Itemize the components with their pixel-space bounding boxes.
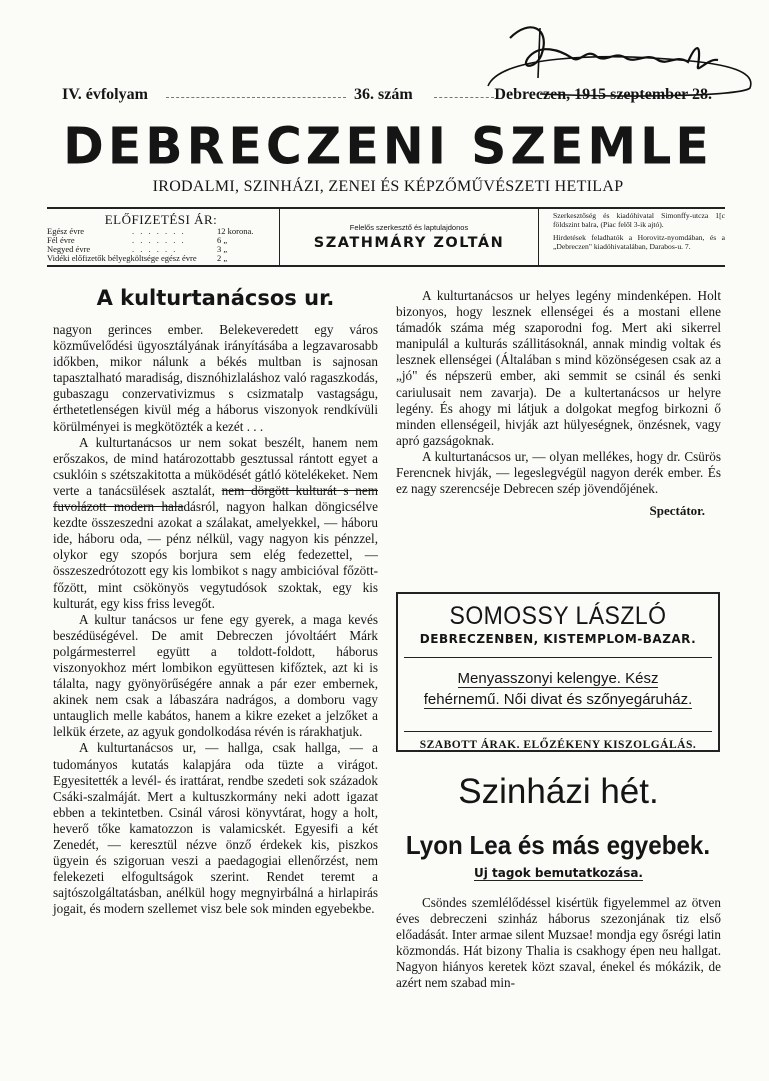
ad-location: DEBRECZENBEN, KISTEMPLOM-BAZAR. bbox=[404, 632, 712, 658]
article-paragraph: A kulturtanácsos ur nem sokat beszélt, hanem nem erőszakos, de mind határozottabb gesztussal rántott egyet a csuklóin s szétszakitotta a müködését gátló kötelékeket. Nem verte a tanácsülések asztalát, nem dörgött kulturát s nem fuvolázott modern haladásról, nagyon halkan döngicsélve kezdte összeszedni azokat a szálakat, amelyekkel, — háboru ide, háboru oda, — pénz nélkül, vagy nagyon kis pénzzel, olykor egy szopós borjura sem elég fedezettel, — összeszedrótozott egy kis lombikot s nagy ambicióval főzött-főzött, mint csökönyös vegytudósok szoktak, egy kis kulturát, egy kiss friss levegőt. bbox=[53, 434, 379, 611]
subscription-row: Egész évre . . . . . . . 12 korona. bbox=[47, 226, 254, 236]
ad-slogan: SZABOTT ÁRAK. ELŐZÉKENY KISZOLGÁLÁS. bbox=[419, 739, 697, 751]
advertising-info: Hirdetések feladhatók a Horovitz-nyomdában, és a „Debreczen" kiadóhivatalában, Darabos-u. 7. bbox=[553, 233, 725, 251]
handwritten-signature bbox=[480, 8, 760, 98]
article-paragraph: A kulturtanácsos ur helyes legény mindenképen. Holt bizonyos, hogy lesznek ellenségei és a mostani ellene támadók száma még szaporodni fog. Mert aki sikerrel manipulál a kulturás szállitásoknál, annak mindig voltak és lesznek ellenségei (Általában s mind közönségesen csak az a „jó" és népszerü ember, aki semmit se csinál és senki cariulusait nem zavarja). De a kultertanácsos ur helyre legény. És ahogy mi látjuk a dolgokat megfog birkozni ő minden ellenségeil, hivják azt hülyeségnek, önzésnek, vagy apró gazságoknak. bbox=[396, 288, 721, 448]
office-address: Szerkesztőség és kiadóhivatal Simonffy-utcza 1[c földszint balra, (Piac felől 3-ik ajtó). bbox=[553, 211, 725, 229]
article-column-left bbox=[53, 288, 378, 1008]
place-date: Debreczen, 1915 szeptember 28. bbox=[494, 86, 712, 103]
editor-name: SZATHMÁRY ZOLTÁN bbox=[313, 235, 505, 251]
dotted-rule bbox=[166, 97, 346, 98]
subscription-prices bbox=[47, 209, 275, 265]
article-paragraph: Csöndes szemlélődéssel kisértük figyelemmel az ötven éves debreczeni szinház háborus szezonjának tiz első előadását. Inter armae silent Muzsae! mondja egy ősrégi latin közmondás. Hát bizony Thalia is csakhogy épen neu hallgat. Nagyon hiányos keretek közt szaval, énekel és mókázik, de azért nem szabad min- bbox=[396, 895, 721, 991]
issue-number: 36. szám bbox=[354, 86, 413, 103]
advertisement bbox=[396, 592, 720, 752]
article-paragraph: A kulturtanácsos ur, — olyan mellékes, hogy dr. Csürös Ferencnek hivják, — legeslegvégül nagyon derék ember. És ez nagy szerencséje Debrecen szép jövendőjének. bbox=[396, 448, 721, 497]
subscription-row: Fél évre . . . . . . . 6 „ bbox=[47, 235, 228, 245]
newspaper-title: DEBRECZENI SZEMLE bbox=[63, 116, 713, 177]
editor-box bbox=[279, 209, 539, 265]
theater-section-heading: Szinházi hét. bbox=[458, 772, 659, 811]
ad-goods: Menyasszonyi kelengye. Kész fehérnemű. Női divat és szőnyegáruház. bbox=[404, 658, 712, 732]
info-box bbox=[47, 207, 725, 267]
issue-line bbox=[62, 86, 712, 108]
theater-article-title: Lyon Lea és más egyebek. bbox=[405, 830, 711, 860]
article-paragraph: A kultur tanácsos ur fene egy gyerek, a maga kevés beszédüségével. De amit Debreczen jóvoltáért Márk polgármesterrel együtt a toldott-foldott, háborus viszonyokhoz mért lombikon együttesen kifőztek, azt ki is tálalta, nagy gyönyörűségére annak a pár ezer embernek, akinek nem csak a lábaszára nadrágos, a domboru vagy untauglich melle kabátos, hanem a kikre ezeket a jelzőket a lelkük érzete, az agyuk gondolkodása révén is rárakhatjuk. bbox=[53, 611, 378, 740]
article-title: A kulturtanácsos ur. bbox=[96, 286, 335, 310]
article-paragraph: nagyon gerinces ember. Belekeveredett egy város közművelődési ügyosztályának irányításába a legzavarosabb időkben, mikor nálunk a békés multban is sajnosan tapasztalható maradiság, disznóhizlaláshoz való ragaszkodás, gubaszagu conzervativizmus s csizmatalp vastagságu, érthetetlenségen kivül még a háborus viszonyok rendkívüli körülményei is megkötözték a kezét . . . bbox=[53, 322, 378, 434]
subscription-row: Vidéki előfizetők bélyegköltsége egész évre 2 „ bbox=[47, 253, 228, 263]
volume-label: IV. évfolyam bbox=[62, 86, 148, 103]
subscription-heading: ELŐFIZETÉSI ÁR: bbox=[104, 212, 218, 227]
ad-company-name: SOMOSSY LÁSZLÓ bbox=[449, 602, 667, 630]
article-signature: Spectátor. bbox=[649, 503, 705, 519]
theater-article-subtitle: Uj tagok bemutatkozása. bbox=[474, 866, 643, 880]
editor-role: Felelős szerkesztő és laptulajdonos bbox=[349, 223, 469, 232]
office-info bbox=[543, 209, 725, 265]
subscription-row: Negyed évre . . . . . . 3 „ bbox=[47, 244, 228, 254]
struck-text: nem dörgött kulturát s nem fuvolázott modern hala bbox=[53, 482, 379, 515]
dotted-rule bbox=[434, 97, 494, 98]
theater-article-body bbox=[396, 895, 721, 995]
newspaper-subtitle: IRODALMI, SZINHÁZI, ZENEI ÉS KÉPZŐMŰVÉSZETI HETILAP bbox=[152, 178, 624, 195]
article-paragraph: A kulturtanácsos ur, — hallga, csak hallga, — a tudományos kutatás kalapjára oda tüzte a virágot. Egyesitették a levél- és irattárat, rendbe szedeti sok századok Csáki-szalmáját. Mert a kultuszkormány neki adott igazat ebben a tekintetben. Csinál városi könyvtárat, hogy a holt, heverő tőke kamatozzon is valamicskét. Egyesifi a két Zenedét, — keresztül nézve önző érdekek kis, piszkos ügyein és szigoruan veszi a paedagogiai ellenőrzést, nem felekezeti elfogultságok szerint. Rendet teremt a sajtószolgáltatásban, anélkül hogy megnyirbálná a hirlapirás jogait, és modern szellemet visz bele sok minden egyebekbe. bbox=[53, 740, 378, 917]
